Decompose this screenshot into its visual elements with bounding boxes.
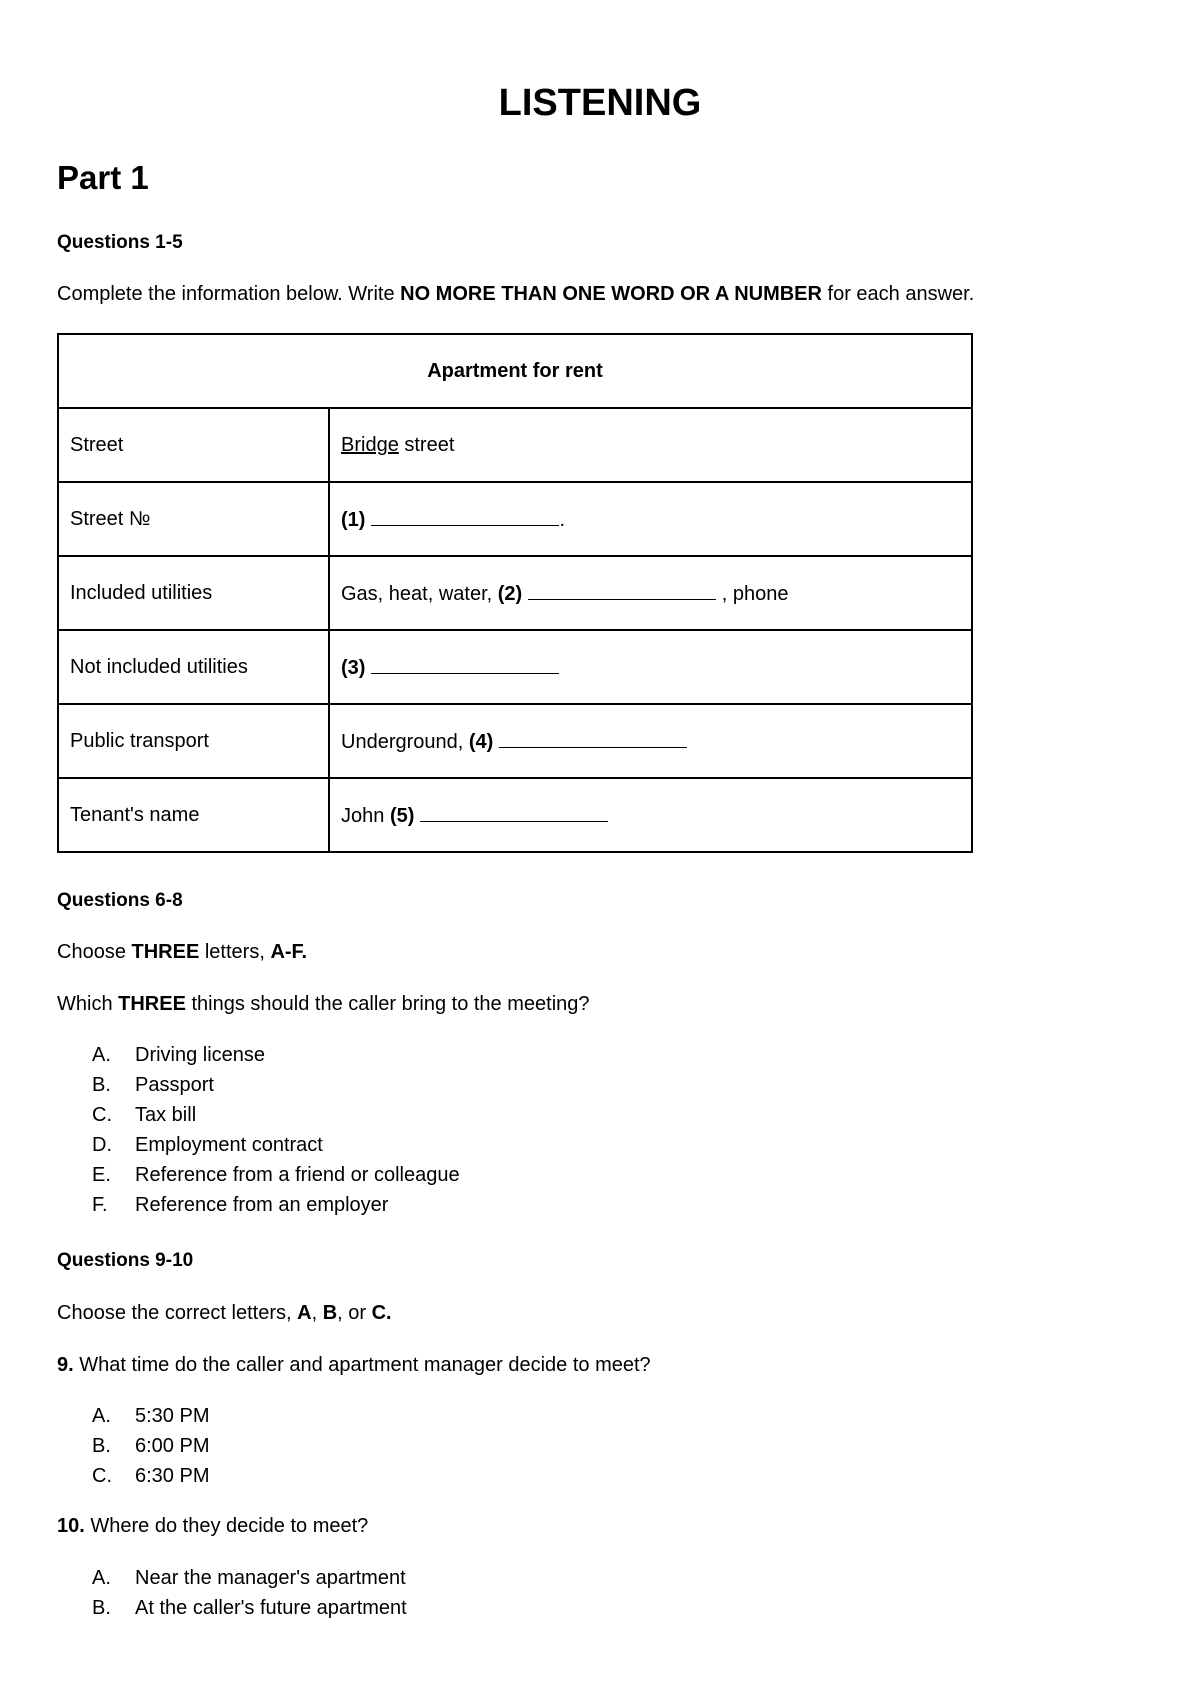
question-number: 10. <box>57 1515 85 1537</box>
option-text: Reference from an employer <box>135 1194 389 1216</box>
option-text: Tax bill <box>135 1104 197 1126</box>
instruction-text: , <box>311 1302 323 1324</box>
table-header-row <box>58 334 972 408</box>
list-item[interactable] <box>92 1190 460 1220</box>
option-letter: F. <box>92 1194 108 1216</box>
list-item[interactable] <box>92 1100 460 1130</box>
list-item[interactable] <box>92 1593 407 1623</box>
instruction-text: letters, <box>199 941 271 963</box>
option-letter: B. <box>92 1074 111 1096</box>
table-row <box>58 408 972 482</box>
option-text: At the caller's future apartment <box>135 1597 407 1619</box>
question-text: Where do they decide to meet? <box>84 1515 369 1537</box>
list-item[interactable] <box>92 1070 460 1100</box>
value-text: street <box>398 433 455 456</box>
question-number: 9. <box>57 1354 74 1376</box>
row-value <box>329 704 972 778</box>
table-heading: Apartment for rent <box>58 334 972 408</box>
option-text: Employment contract <box>135 1134 323 1156</box>
instruction-text: Choose <box>57 941 132 963</box>
question-text: things should the caller bring to the meeting? <box>185 993 590 1015</box>
answer-blank-3[interactable] <box>371 655 559 674</box>
question-9 <box>57 1353 651 1377</box>
question-number: (3) <box>341 656 366 679</box>
instruction-emphasis: THREE <box>131 941 200 963</box>
question-text: Which <box>57 993 119 1015</box>
questions-1-5-heading: Questions 1-5 <box>57 232 183 253</box>
value-text: . <box>559 508 566 531</box>
row-label: Public transport <box>58 704 329 778</box>
questions-6-8-question <box>57 992 590 1016</box>
row-value <box>329 630 972 704</box>
answer-blank-1[interactable] <box>371 507 559 526</box>
option-letter: C. <box>92 1104 112 1126</box>
table-row <box>58 778 972 852</box>
instruction-text: for each answer. <box>821 283 975 305</box>
row-label: Street <box>58 408 329 482</box>
questions-1-5-instructions <box>57 282 974 306</box>
row-label: Included utilities <box>58 556 329 630</box>
list-item[interactable] <box>92 1160 460 1190</box>
questions-9-10-instructions <box>57 1301 392 1325</box>
value-text: Gas, heat, water, <box>341 582 498 605</box>
option-letter: A. <box>92 1567 111 1589</box>
option-text: 5:30 PM <box>135 1405 210 1427</box>
question-9-options <box>92 1401 209 1491</box>
document-title: LISTENING <box>498 82 702 124</box>
list-item[interactable] <box>92 1431 209 1461</box>
list-item[interactable] <box>92 1130 460 1160</box>
instruction-text: , or <box>337 1302 372 1324</box>
value-text: Underground, <box>341 730 469 753</box>
row-label: Street № <box>58 482 329 556</box>
option-letter: E. <box>92 1164 111 1186</box>
instruction-emphasis: C. <box>371 1302 392 1324</box>
value-text: John <box>341 804 390 827</box>
instruction-text: Choose the correct letters, <box>57 1302 298 1324</box>
answer-blank-4[interactable] <box>499 729 687 748</box>
list-item[interactable] <box>92 1040 460 1070</box>
instruction-emphasis: B <box>322 1302 338 1324</box>
option-text: 6:30 PM <box>135 1465 210 1487</box>
questions-9-10-heading: Questions 9-10 <box>57 1250 194 1271</box>
option-letter: D. <box>92 1134 112 1156</box>
option-letter: B. <box>92 1597 111 1619</box>
answer-blank-5[interactable] <box>420 803 608 822</box>
answer-blank-2[interactable] <box>528 581 716 600</box>
list-item[interactable] <box>92 1461 209 1491</box>
question-number: (1) <box>341 508 366 531</box>
option-letter: B. <box>92 1435 111 1457</box>
apartment-table <box>57 333 973 853</box>
row-value <box>329 556 972 630</box>
option-text: Driving license <box>135 1044 266 1066</box>
questions-6-8-instructions <box>57 940 307 964</box>
table-row <box>58 556 972 630</box>
list-item[interactable] <box>92 1563 407 1593</box>
question-number: (5) <box>389 804 415 827</box>
table-row <box>58 630 972 704</box>
table-row <box>58 704 972 778</box>
row-value <box>329 482 972 556</box>
row-label: Tenant's name <box>58 778 329 852</box>
option-letter: A. <box>92 1405 111 1427</box>
instruction-emphasis: A <box>297 1302 312 1324</box>
option-text: Near the manager's apartment <box>135 1567 406 1589</box>
question-number: (4) <box>468 730 494 753</box>
option-text: Passport <box>135 1074 214 1096</box>
question-10-options <box>92 1563 407 1623</box>
value-text: , phone <box>716 582 789 605</box>
instruction-text: Complete the information below. Write <box>57 283 401 305</box>
instruction-emphasis: NO MORE THAN ONE WORD OR A NUMBER <box>400 283 822 305</box>
questions-6-8-heading: Questions 6-8 <box>57 890 183 911</box>
question-text: What time do the caller and apartment manager decide to meet? <box>73 1354 651 1376</box>
row-value <box>329 408 972 482</box>
option-text: Reference from a friend or colleague <box>135 1164 460 1186</box>
row-value <box>329 778 972 852</box>
list-item[interactable] <box>92 1401 209 1431</box>
option-letter: A. <box>92 1044 111 1066</box>
part-title: Part 1 <box>57 159 149 196</box>
option-text: 6:00 PM <box>135 1435 210 1457</box>
table-row <box>58 482 972 556</box>
instruction-emphasis: A-F. <box>270 941 308 963</box>
questions-6-8-options <box>92 1040 460 1220</box>
row-label: Not included utilities <box>58 630 329 704</box>
option-letter: C. <box>92 1465 112 1487</box>
question-number: (2) <box>497 582 523 605</box>
underlined-word: Bridge <box>341 433 399 456</box>
question-10 <box>57 1514 368 1538</box>
question-emphasis: THREE <box>118 993 186 1015</box>
